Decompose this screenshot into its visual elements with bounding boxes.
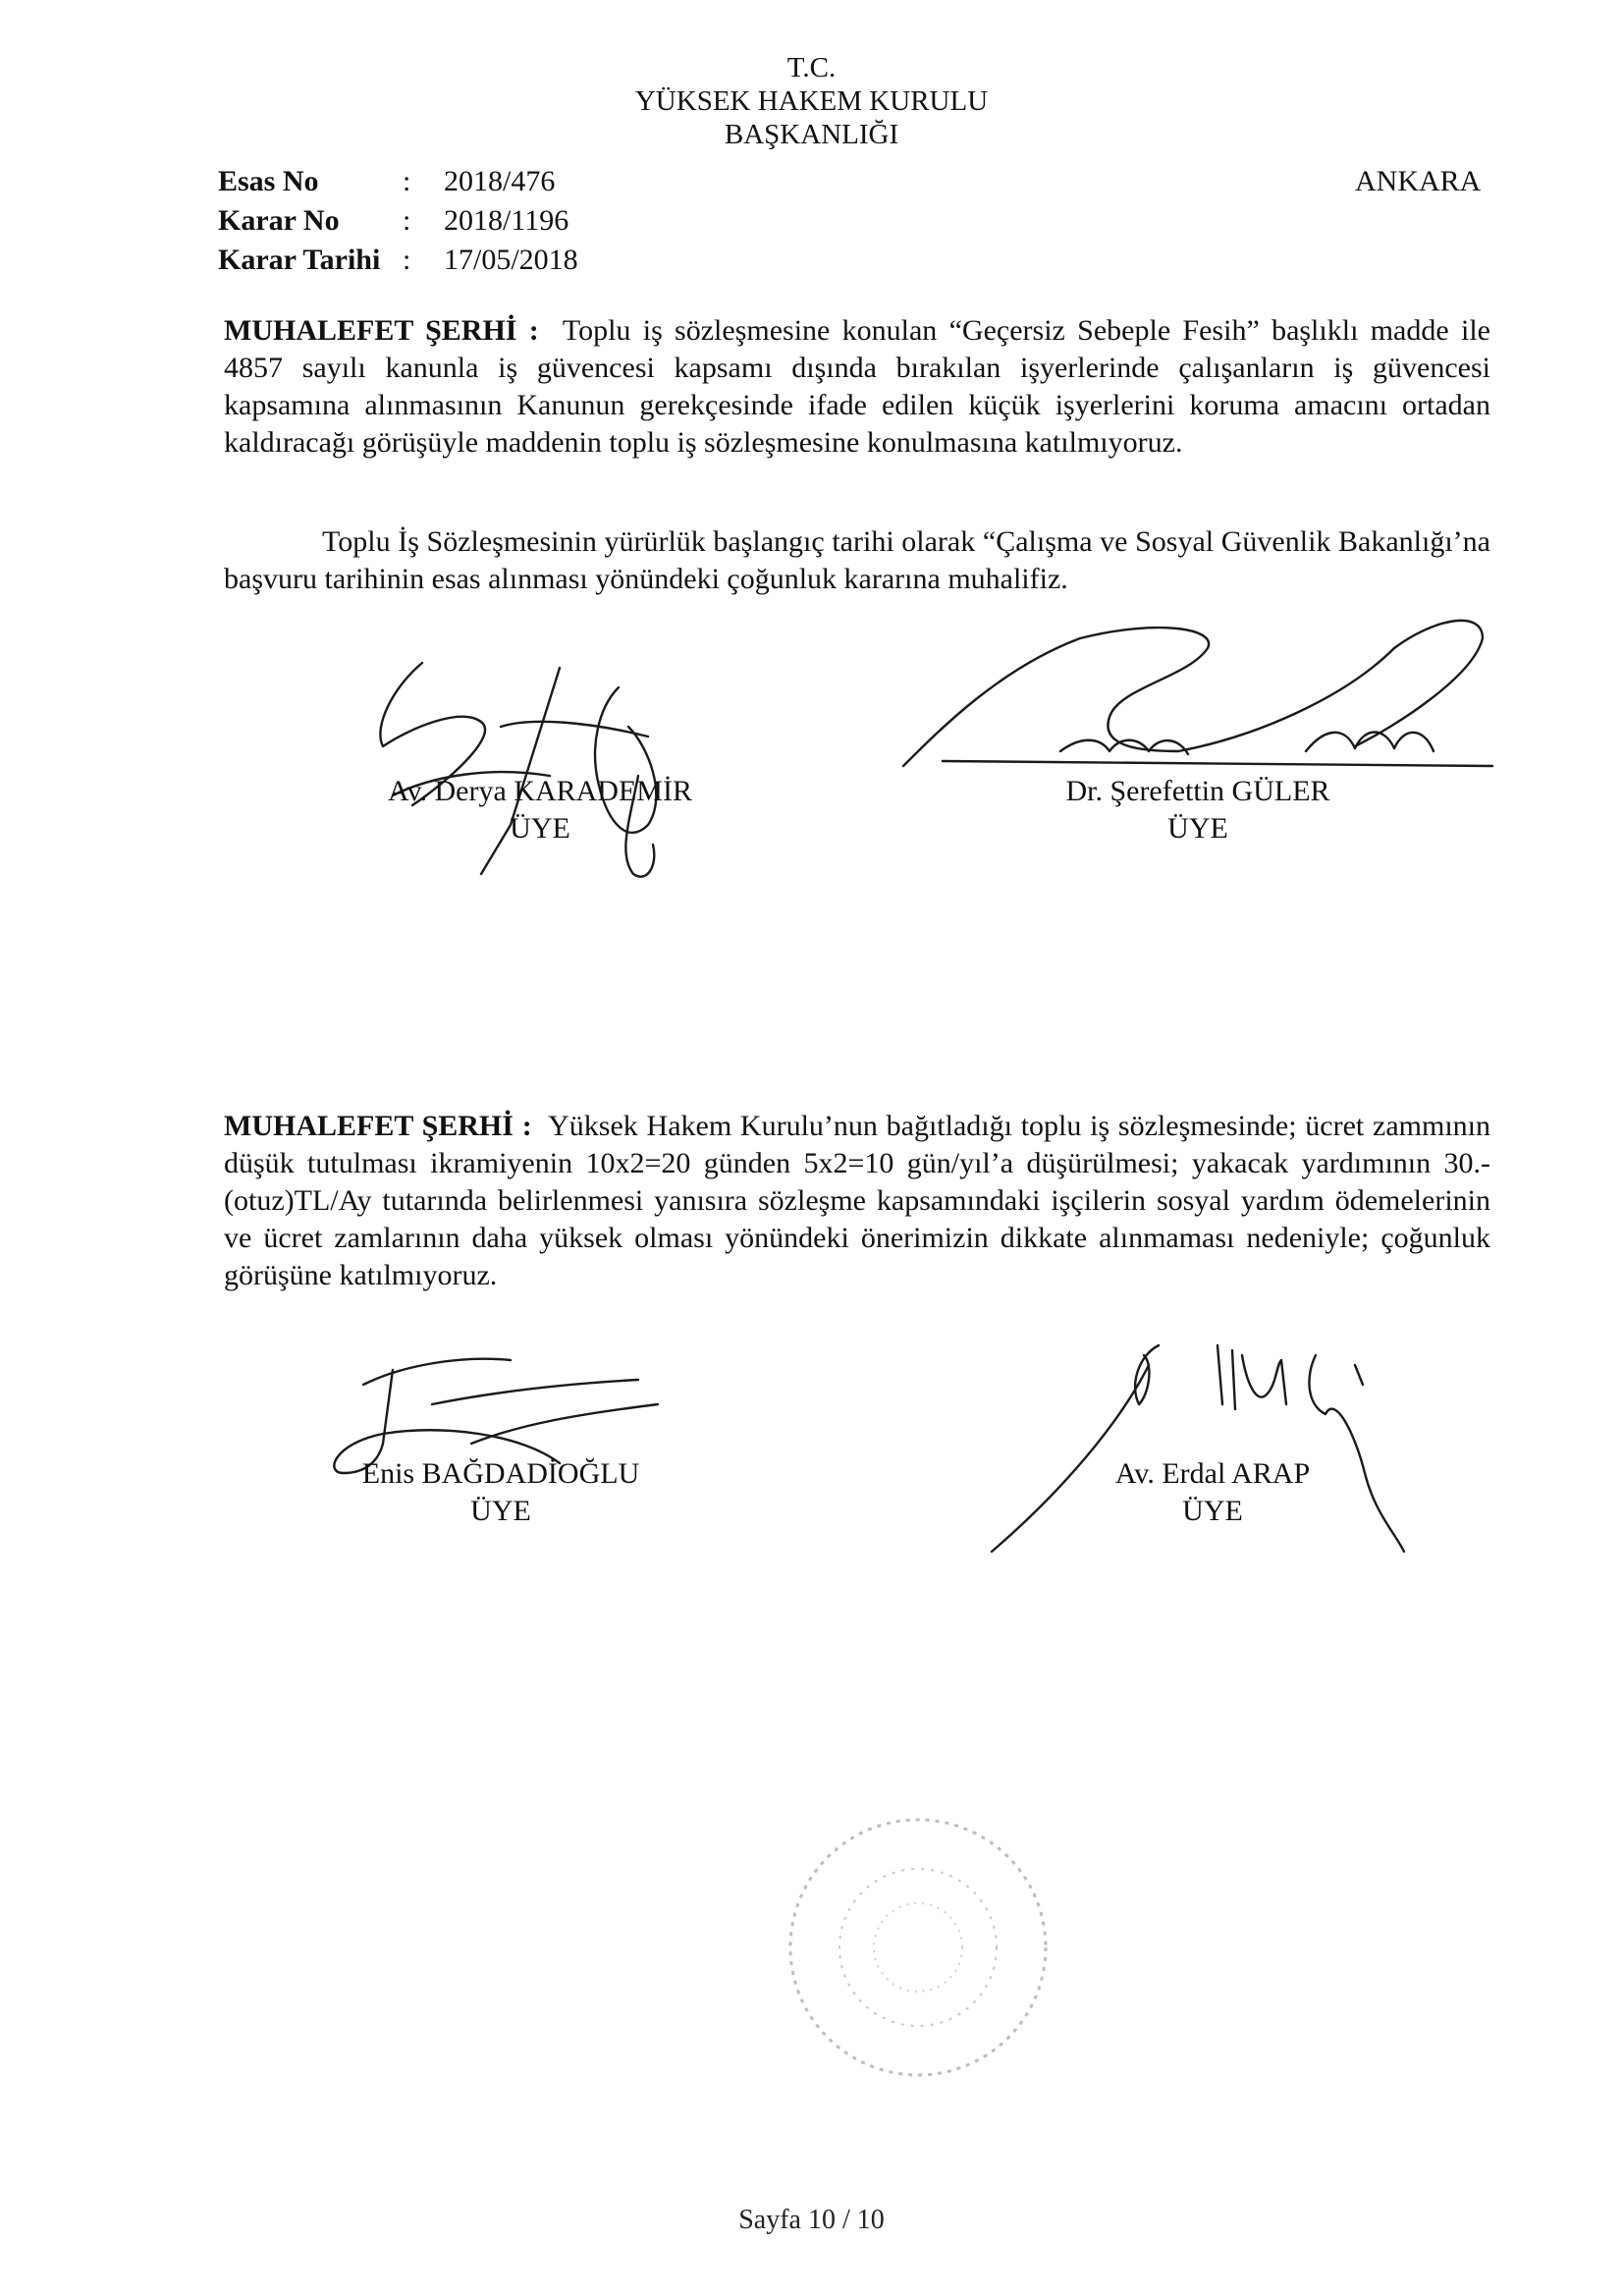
document-header (0, 51, 1623, 151)
meta-value: 2018/476 (444, 165, 556, 197)
meta-row-karar (218, 201, 578, 241)
page-number: Sayfa 10 / 10 (738, 2205, 885, 2235)
signatory-role: ÜYE (1182, 1495, 1243, 1527)
signatory-name: Av. Erdal ARAP (1114, 1457, 1311, 1490)
official-seal-stamp (776, 1805, 1060, 2090)
meta-label: Karar Tarihi (218, 244, 381, 276)
header-office: BAŞKANLIĞI (724, 119, 899, 150)
meta-colon: : (403, 204, 411, 237)
dissent-2-text: Yüksek Hakem Kurulu’nun bağıtladığı toplu iş sözleşmesinde; ücret zammının düşük tutulması ikramiyenin 10x2=20 günden 5x2=10 gün/yıl’a düşürülmesi; yakacak yardımının 30.-(otuz)TL/Ay tutarında belirlenmesi yanısıra sözleşme kapsamındaki işçilerin sosyal yardım ödemelerinin ve ücret zamlarının daha yüksek olması yönündeki önerimizin dikkate alınmaması nedeniyle; çoğunluk görüşüne katılmıyoruz. (224, 1110, 1490, 1291)
signatory-role: ÜYE (470, 1495, 531, 1527)
meta-colon: : (403, 165, 411, 197)
signatory-role: ÜYE (1167, 812, 1228, 845)
signature-arap (982, 1326, 1414, 1581)
signatory-role: ÜYE (510, 812, 570, 845)
meta-value: 2018/1196 (444, 204, 569, 237)
signatory-karademir (353, 773, 727, 847)
signatory-name: Av. Derya KARADEMİR (388, 775, 692, 807)
dissent-2-paragraph (224, 1108, 1490, 1294)
dissent-2-heading: MUHALEFET ŞERHİ : (224, 1110, 532, 1142)
meta-value: 17/05/2018 (444, 244, 578, 276)
signatory-bagdadioglu (324, 1455, 677, 1530)
signatory-name: Dr. Şerefettin GÜLER (1065, 775, 1330, 807)
meta-label: Esas No (218, 165, 319, 197)
signatory-arap (1021, 1455, 1404, 1530)
meta-colon: : (403, 244, 411, 276)
dissent-1-text: Toplu iş sözleşmesine konulan “Geçersiz Sebeple Fesih” başlıklı madde ile 4857 sayılı kanunla iş güvencesi kapsamı dışında bırakılan işyerlerinde çalışanların iş güvencesi kapsamına alınmasının Kanunun gerekçesinde ifade edilen küçük işyerlerini koruma amacını ortadan kaldıracağı görüşüyle maddenin toplu iş sözleşmesine konulmasına katılmıyoruz. (224, 314, 1490, 459)
signature-karademir (353, 629, 707, 903)
meta-row-tarih (218, 241, 578, 280)
meta-row-esas (218, 162, 578, 201)
city: ANKARA (1355, 165, 1482, 197)
header-country: T.C. (786, 52, 837, 83)
dissent-1-heading: MUHALEFET ŞERHİ : (224, 314, 539, 347)
meta-label: Karar No (218, 204, 340, 237)
case-meta (218, 162, 578, 280)
dissent-1-paragraph (224, 312, 1490, 462)
signatory-name: Enis BAĞDADİOĞLU (361, 1457, 640, 1490)
header-institution: YÜKSEK HAKEM KURULU (634, 85, 989, 117)
dissent-1-paragraph-2: Toplu İş Sözleşmesinin yürürlük başlangıç tarihi olarak “Çalışma ve Sosyal Güvenlik Bakanlığı’na başvuru tarihinin esas alınması yönündeki çoğunluk kararına muhalifiz. (224, 525, 1490, 595)
signatory-guler (1001, 773, 1394, 847)
